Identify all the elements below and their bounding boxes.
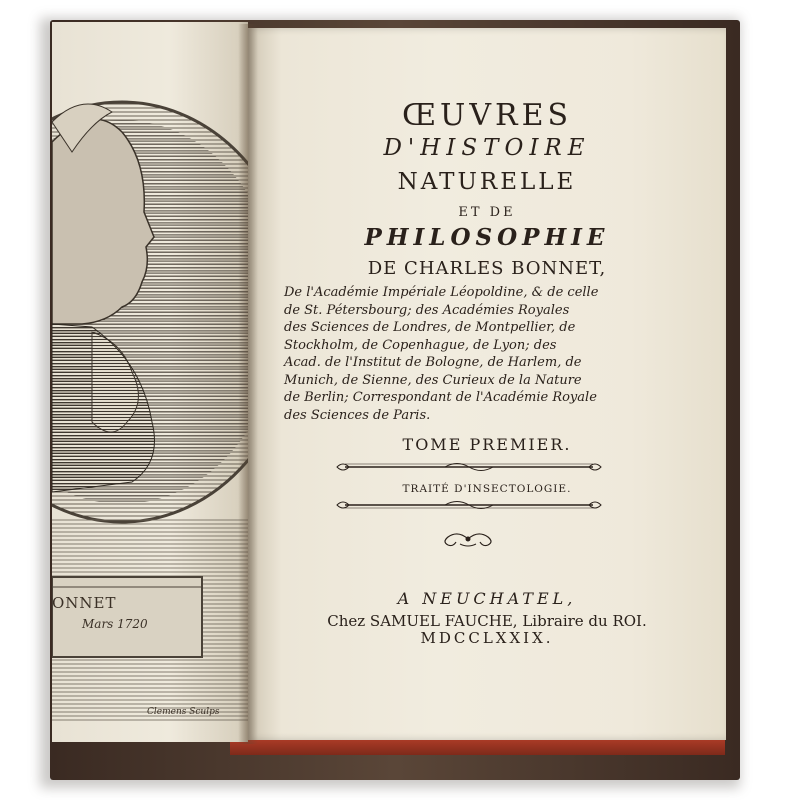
author-credentials xyxy=(284,284,694,424)
treatise-title: TRAITÉ D'INSECTOLOGIE. xyxy=(402,483,572,495)
decorative-rule-top xyxy=(335,460,603,474)
frontispiece-page xyxy=(52,22,248,742)
title-page-text xyxy=(248,28,726,740)
fleuron-icon xyxy=(438,530,498,548)
credential-line: des Sciences de Paris. xyxy=(284,407,431,423)
title-philosophie: PHILOSOPHIE xyxy=(364,224,610,251)
engraver-credit: Clemens Sculps xyxy=(147,707,220,717)
credential-line: de St. Pétersbourg; des Académies Royales xyxy=(284,302,570,318)
decorative-rule-bottom xyxy=(335,498,603,512)
imprint-publisher: Chez SAMUEL FAUCHE, Libraire du ROI. xyxy=(327,612,647,630)
plate-name: ONNET xyxy=(52,594,117,612)
title-et-de: ET DE xyxy=(458,205,516,220)
volume-label: TOME PREMIER. xyxy=(402,435,572,454)
title-naturelle: NATURELLE xyxy=(397,169,577,195)
imprint-year: MDCCLXXIX. xyxy=(420,629,554,647)
title-oeuvres: ŒUVRES xyxy=(401,98,573,133)
author-line: DE CHARLES BONNET, xyxy=(367,258,607,279)
title-histoire: D'HISTOIRE xyxy=(383,135,591,161)
credential-line: des Sciences de Londres, de Montpellier, de xyxy=(284,320,576,335)
credential-line: de Berlin; Correspondant de l'Académie Royale xyxy=(284,390,597,405)
credential-line: Munich, de Sienne, des Curieux de la Nature xyxy=(284,372,582,388)
plate-date: Mars 1720 xyxy=(82,617,148,631)
credential-line: De l'Académie Impériale Léopoldine, & de celle xyxy=(284,285,599,300)
imprint-place: A NEUCHATEL, xyxy=(397,589,577,608)
credential-line: Acad. de l'Institut de Bologne, de Harlem, de xyxy=(284,355,582,370)
credential-line: Stockholm, de Copenhague, de Lyon; des xyxy=(284,337,557,353)
